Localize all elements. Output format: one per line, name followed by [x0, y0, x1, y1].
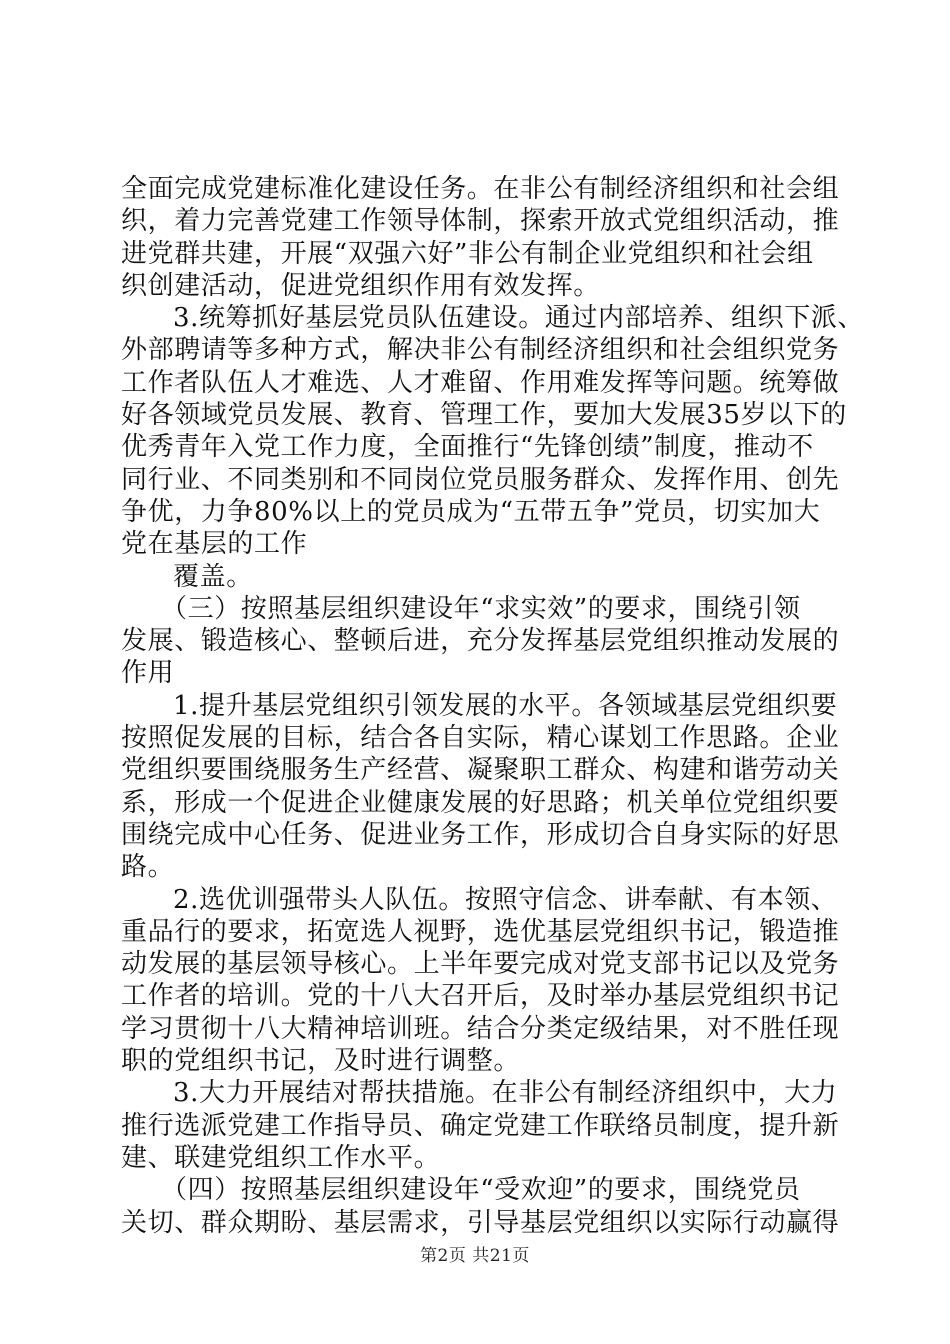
text-line: 织，着力完善党建工作领导体制，探索开放式党组织活动，推	[121, 206, 840, 237]
text-line: 1.提升基层党组织引领发展的水平。各领域基层党组织要	[173, 690, 838, 721]
section-heading: （三）按照基层组织建设年“求实效”的要求，围绕引领	[161, 593, 801, 624]
text-line: 外部聘请等多种方式，解决非公有制经济组织和社会组织党务	[121, 335, 840, 366]
text-line: 学习贯彻十八大精神培训班。结合分类定级结果，对不胜任现	[121, 1013, 840, 1044]
text-line: 3.统筹抓好基层党员队伍建设。通过内部培养、组织下派、	[173, 303, 865, 334]
text-line: 3.大力开展结对帮扶措施。在非公有制经济组织中，大力	[173, 1078, 838, 1109]
text-line: 重品行的要求，拓宽选人视野，选优基层党组织书记，锻造推	[121, 916, 840, 947]
text-line: 工作者的培训。党的十八大召开后，及时举办基层党组织书记	[121, 981, 840, 1012]
text-line: 优秀青年入党工作力度，全面推行“先锋创绩”制度，推动不	[121, 432, 814, 463]
text-line: 按照促发展的目标，结合各自实际，精心谋划工作思路。企业	[121, 723, 840, 754]
text-line: 党组织要围绕服务生产经营、凝聚职工群众、构建和谐劳动关	[121, 755, 840, 786]
text-line: 动发展的基层领导核心。上半年要完成对党支部书记以及党务	[121, 949, 840, 980]
text-line: 系，形成一个促进企业健康发展的好思路；机关单位党组织要	[121, 787, 840, 818]
text-line: 争优，力争80%以上的党员成为“五带五争”党员，切实加大	[121, 496, 821, 527]
text-line: 织创建活动，促进党组织作用有效发挥。	[121, 270, 600, 301]
text-line: 推行选派党建工作指导员、确定党建工作联络员制度，提升新	[121, 1110, 840, 1141]
text-line: 职的党组织书记，及时进行调整。	[121, 1046, 521, 1077]
text-line: 覆盖。	[173, 561, 253, 592]
text-line: 好各领域党员发展、教育、管理工作，要加大发展35岁以下的	[121, 400, 847, 431]
section-heading: （四）按照基层组织建设年“受欢迎”的要求，围绕党员	[161, 1175, 801, 1206]
text-line: 同行业、不同类别和不同岗位党员服务群众、发挥作用、创先	[121, 464, 840, 495]
text-line: 建、联建党组织工作水平。	[121, 1142, 441, 1173]
text-line: 围绕完成中心任务、促进业务工作，形成切合自身实际的好思	[121, 819, 840, 850]
text-line: 2.选优训强带头人队伍。按照守信念、讲奉献、有本领、	[173, 884, 838, 915]
page-number: 第2页 共21页	[420, 1246, 530, 1266]
section-heading: 发展、锻造核心、整顿后进，充分发挥基层党组织推动发展的	[121, 626, 840, 657]
text-line: 工作者队伍人才难选、人才难留、作用难发挥等问题。统筹做	[121, 367, 840, 398]
text-line: 路。	[121, 852, 175, 883]
section-heading: 关切、群众期盼、基层需求，引导基层党组织以实际行动赢得	[121, 1207, 840, 1238]
document-body	[121, 173, 865, 1239]
text-line: 党在基层的工作	[121, 529, 308, 560]
section-heading: 作用	[121, 658, 175, 689]
text-line: 全面完成党建标准化建设任务。在非公有制经济组织和社会组	[121, 174, 840, 204]
text-line: 进党群共建，开展“双强六好”非公有制企业党组织和社会组	[121, 238, 814, 269]
